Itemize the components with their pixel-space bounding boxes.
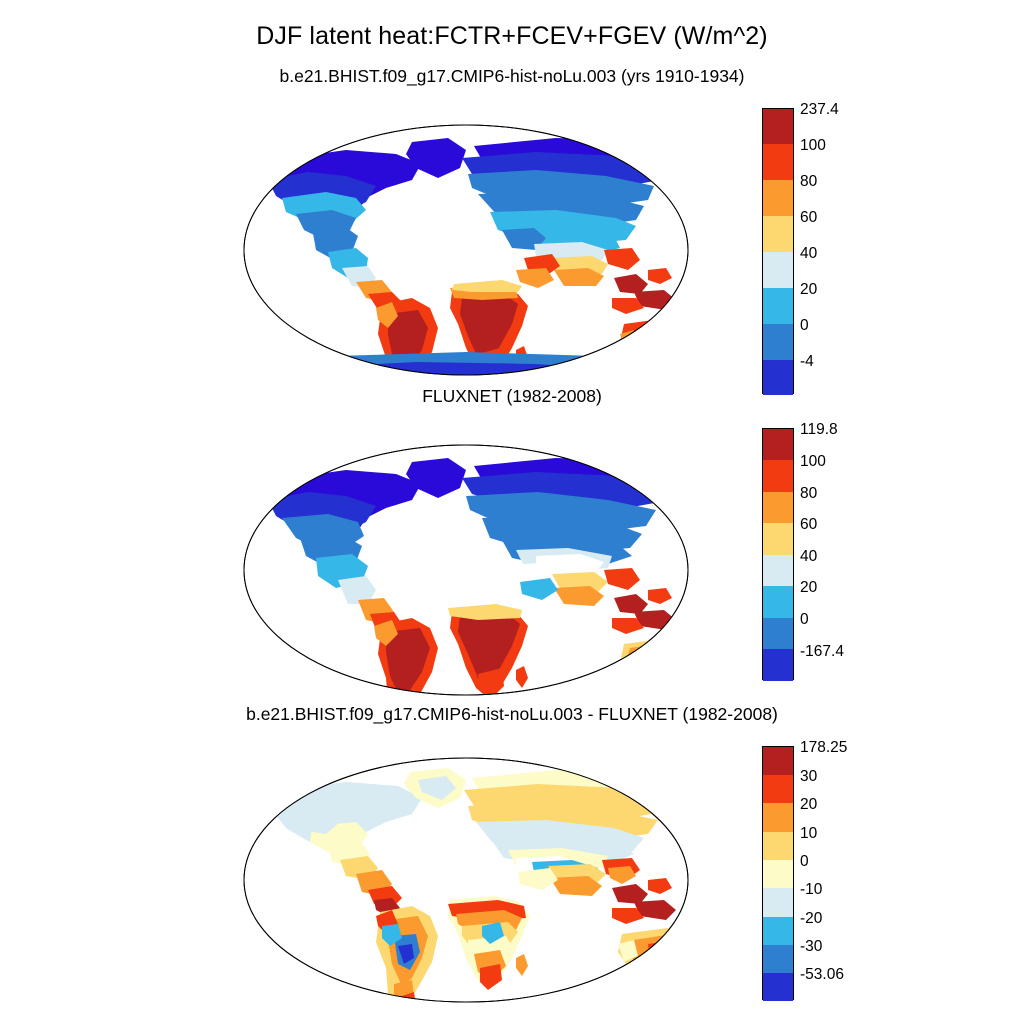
colorbar-segment — [763, 775, 793, 803]
colorbar-tick-label: 119.8 — [800, 421, 838, 438]
colorbar-segment — [763, 555, 793, 586]
colorbar-tick-label: 40 — [800, 548, 818, 565]
panel-3-map-svg — [216, 740, 716, 1030]
colorbar-segment — [763, 803, 793, 832]
panel-2 — [0, 382, 1024, 692]
colorbar-tick-label: 20 — [800, 281, 818, 298]
colorbar-segment — [763, 324, 793, 360]
colorbar-segment — [763, 888, 793, 917]
colorbar-segment — [763, 109, 793, 144]
colorbar-segment — [763, 860, 793, 888]
colorbar-tick-label: 40 — [800, 245, 818, 262]
colorbar-tick-label: -53.06 — [800, 966, 844, 983]
colorbar-tick-label: 20 — [800, 796, 818, 813]
colorbar-tick-label: 60 — [800, 209, 818, 226]
panel-1-title: b.e21.BHIST.f09_g17.CMIP6-hist-noLu.003 (yrs 1910-1934) — [279, 66, 745, 86]
panel-2-title: FLUXNET (1982-2008) — [422, 386, 602, 406]
colorbar-segment — [763, 523, 793, 555]
colorbar-tick-label: 80 — [800, 485, 818, 502]
colorbar-tick-label: 0 — [800, 611, 809, 628]
panel-1-map-svg — [216, 102, 716, 402]
colorbar-segment — [763, 747, 793, 775]
panel-3-map — [216, 740, 716, 1030]
colorbar-tick-label: -30 — [800, 938, 823, 955]
colorbar-segment — [763, 945, 793, 973]
colorbar-tick-label: 178.25 — [800, 739, 848, 756]
colorbar-tick-label: 30 — [800, 768, 818, 785]
colorbar-segment — [763, 288, 793, 324]
colorbar-segment — [763, 832, 793, 860]
panel-2-map — [216, 422, 716, 722]
colorbar-tick-label: 237.4 — [800, 101, 839, 118]
colorbar-segment — [763, 618, 793, 649]
colorbar-tick-label: 80 — [800, 173, 818, 190]
colorbar-tick-label: 60 — [800, 516, 818, 533]
colorbar-segment — [763, 460, 793, 492]
panel-3-colorbar — [762, 739, 848, 1000]
colorbar-tick-label: -167.4 — [800, 643, 844, 660]
colorbar-segment — [763, 180, 793, 216]
colorbar-segment — [763, 492, 793, 523]
panel-1 — [0, 62, 1024, 372]
panel-1-map — [216, 102, 716, 402]
figure-title: DJF latent heat:FCTR+FCEV+FGEV (W/m^2) — [256, 22, 768, 50]
colorbar-tick-label: 20 — [800, 579, 818, 596]
panel-3-title: b.e21.BHIST.f09_g17.CMIP6-hist-noLu.003 - FLUXNET (1982-2008) — [246, 704, 778, 724]
colorbar-tick-label: -4 — [800, 353, 814, 370]
colorbar-segment — [763, 649, 793, 681]
colorbar-tick-label: 0 — [800, 317, 809, 334]
panel-1-colorbar — [762, 101, 839, 394]
panel-2-colorbar — [762, 421, 844, 680]
colorbar-tick-label: -10 — [800, 881, 823, 898]
panel-3 — [0, 700, 1024, 1020]
panel-2-map-svg — [216, 422, 716, 722]
colorbar-segment — [763, 429, 793, 460]
colorbar-tick-label: 100 — [800, 137, 826, 154]
colorbar-tick-label: 10 — [800, 825, 818, 842]
colorbar-segment — [763, 252, 793, 288]
colorbar-segment — [763, 917, 793, 945]
colorbar-segment — [763, 973, 793, 1001]
colorbar-segment — [763, 586, 793, 618]
colorbar-segment — [763, 144, 793, 180]
colorbar-tick-label: -20 — [800, 910, 823, 927]
colorbar-tick-label: 100 — [800, 453, 826, 470]
colorbar-tick-label: 0 — [800, 853, 809, 870]
colorbar-segment — [763, 216, 793, 252]
